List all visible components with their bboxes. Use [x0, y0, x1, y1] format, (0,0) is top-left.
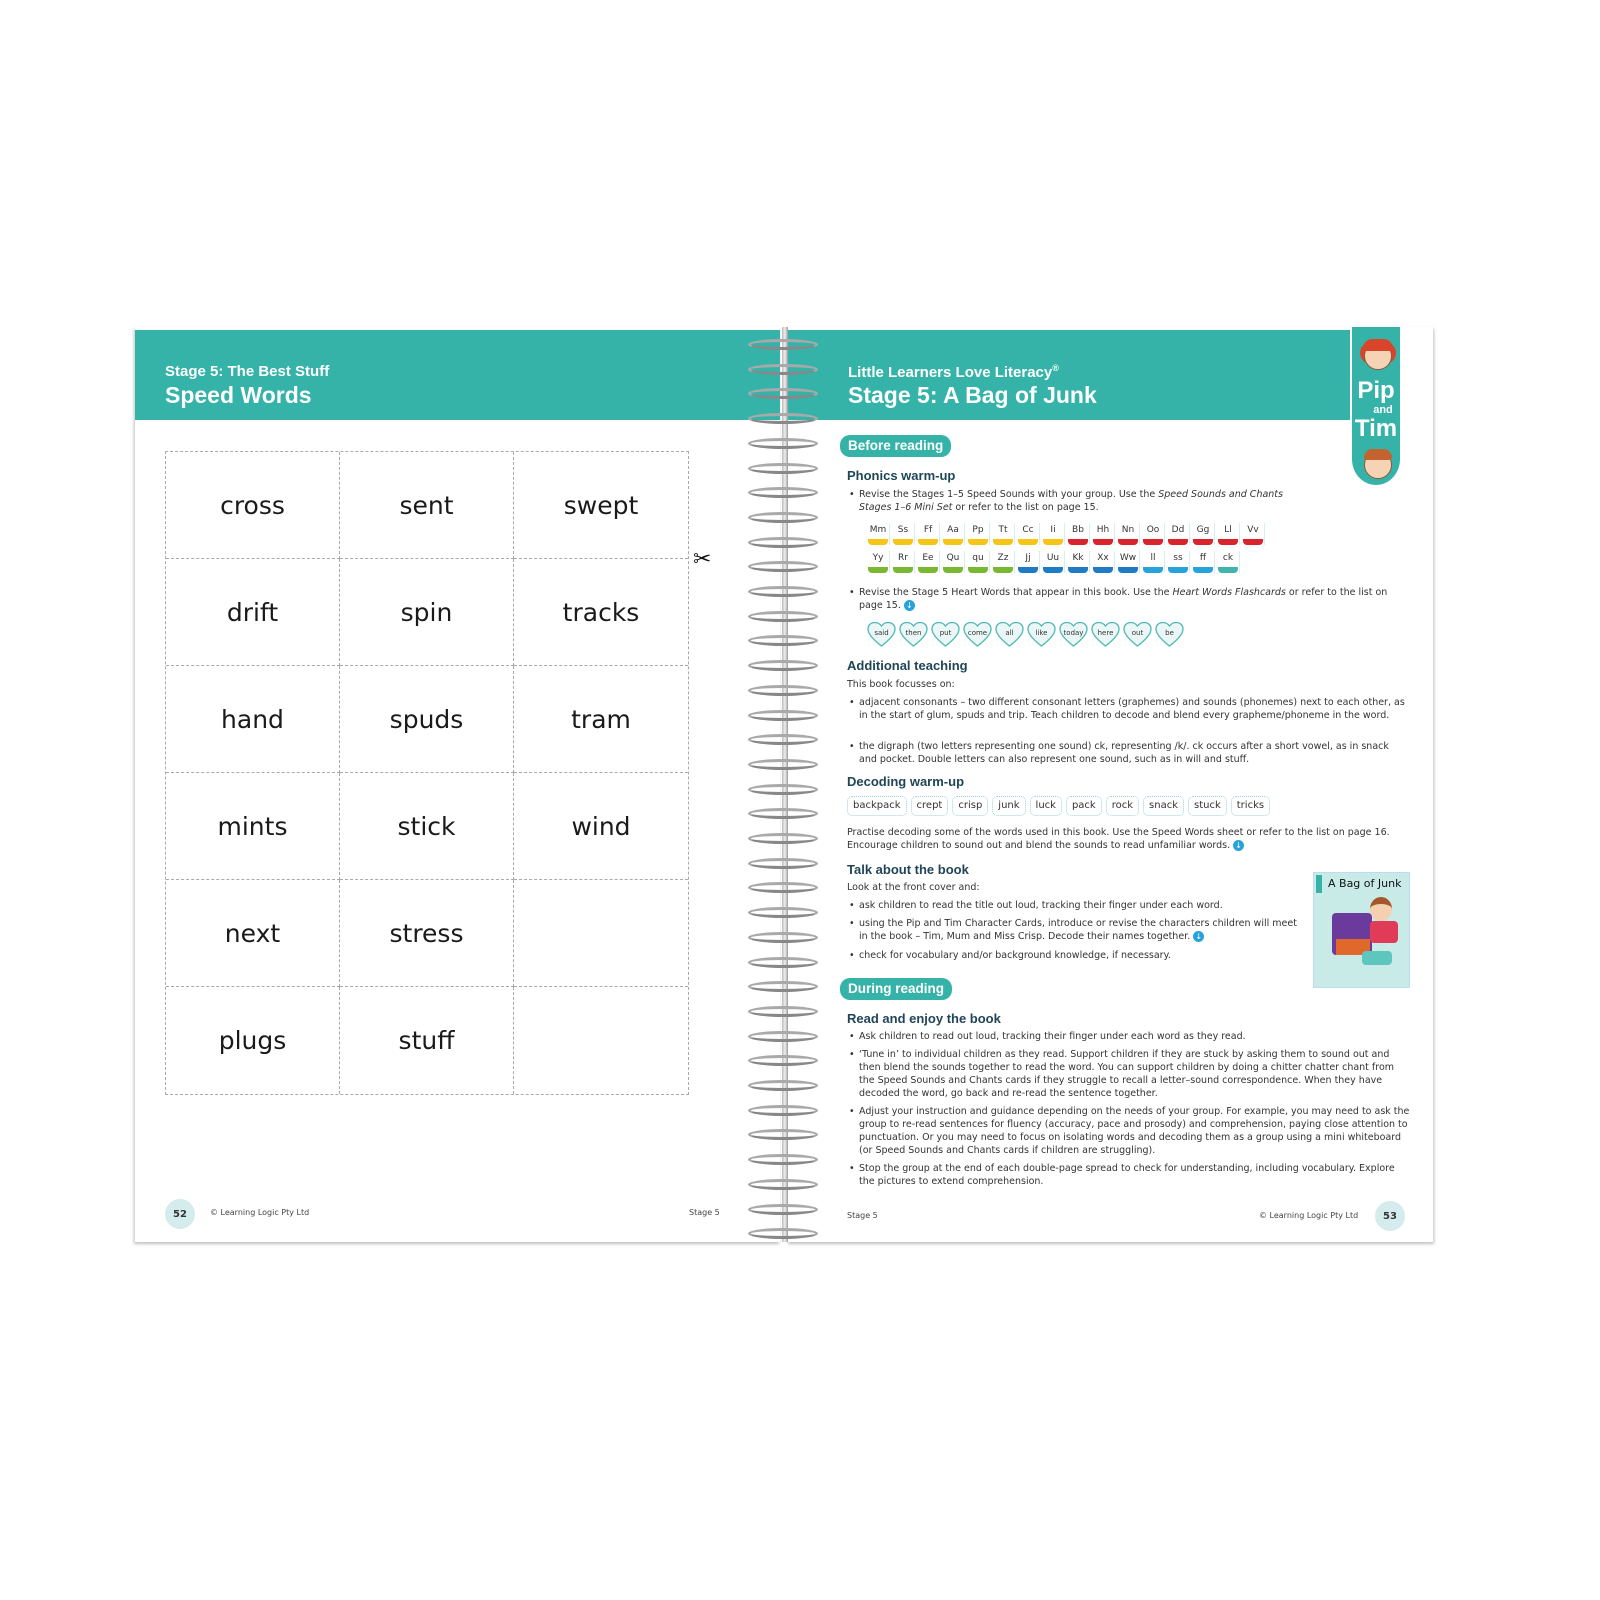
spiral-ring: [748, 833, 818, 844]
brand-name: Little Learners Love Literacy: [848, 364, 1053, 381]
pip-and-tim-tab: [1350, 327, 1402, 485]
text: Revise the Stage 5 Heart Words that appear in this book. Use the: [859, 587, 1173, 598]
spiral-ring: [748, 981, 818, 992]
sound-color-bar: [1068, 567, 1088, 573]
speed-sound-card: [1042, 551, 1065, 573]
spiral-ring: [748, 1080, 818, 1091]
cover-spine-strip: [1316, 875, 1322, 893]
spiral-binding: [745, 327, 825, 1242]
book-spread: [135, 327, 1433, 1242]
sound-color-bar: [1193, 539, 1213, 545]
speed-word-card: wind: [514, 773, 688, 880]
book-cover-image: [1313, 872, 1410, 988]
speed-sound-card: [917, 551, 940, 573]
additional-bullet-1: • adjacent consonants – two different consonant letters (graphemes) and sounds (phonemes) next to each other, as in the start of glum, spuds and trip. Teach children to decode and blend every grapheme/phoneme in the word.: [847, 696, 1407, 722]
right-header-band: [787, 330, 1350, 420]
sound-color-bar: [1243, 539, 1263, 545]
speed-sound-card: [867, 551, 890, 573]
before-reading-pill: Before reading: [840, 435, 951, 457]
sound-label: Oo: [1146, 525, 1160, 535]
spiral-ring: [748, 685, 818, 696]
speed-sound-card: [1142, 523, 1165, 545]
phonics-bullet-1: [847, 488, 1307, 514]
sound-label: ss: [1173, 553, 1183, 563]
sound-color-bar: [1018, 539, 1038, 545]
speed-word-card: stuff: [340, 987, 514, 1094]
speed-word-card: stick: [340, 773, 514, 880]
speed-sound-card: [967, 551, 990, 573]
sound-label: Rr: [898, 553, 908, 563]
sound-label: Ll: [1224, 525, 1232, 535]
speed-sound-card: [892, 551, 915, 573]
spiral-ring: [748, 1204, 818, 1215]
phonics-bullet-2: [847, 586, 1397, 612]
spiral-ring: [748, 438, 818, 449]
sound-label: Nn: [1121, 525, 1135, 535]
read-bullet-3: • Adjust your instruction and guidance depending on the needs of your group. For example, you may need to ask the group to re-read sentences for fluency (accuracy, pace and prosody) and comprehension, paying close attention to punctuation. Or you may need to focus on isolating words and decoding them as a group using a mini whiteboard (or Speed Sounds and Chants cards if children are struggling).: [847, 1105, 1412, 1157]
speed-sound-card: [1242, 523, 1265, 545]
talk-intro: Look at the front cover and:: [847, 882, 980, 893]
heart-word: [1059, 621, 1088, 648]
sound-color-bar: [943, 539, 963, 545]
sound-label: Ff: [923, 525, 933, 535]
sound-color-bar: [993, 539, 1013, 545]
spiral-ring: [748, 561, 818, 572]
spiral-ring: [748, 512, 818, 523]
right-page: [787, 327, 1433, 1242]
left-header-subtitle: Stage 5: The Best Stuff: [165, 363, 330, 380]
left-header-title: Speed Words: [165, 382, 312, 408]
text: using the Pip and Tim Character Cards, introduce or revise the characters children will meet in the book – Tim, Mum and Miss Crisp. Decode their names together.: [859, 918, 1297, 942]
speed-word-card: plugs: [166, 987, 340, 1094]
read-bullet-2: • ‘Tune in’ to individual children as they read. Support children if they are stuck by asking them to sound out and then blend the sounds together to read the word. You can support children by doing a chitter chatter chant from the Speed Sounds and Chants cards if they struggle to recall a letter–sound correspondence. When they have decoded the word, go back and re-read the sentence together.: [847, 1048, 1412, 1100]
text-italic: Speed Sounds and Chants Stages 1–6 Mini Set: [859, 489, 1283, 513]
text: Practise decoding some of the words used in this book. Use the Speed Words sheet or refer to the list on page 16. Encourage children to sound out and blend the sounds to read unfamiliar words.: [847, 827, 1390, 851]
spiral-ring: [748, 784, 818, 795]
decoding-word: tricks: [1231, 796, 1270, 816]
speed-word-card: sent: [340, 452, 514, 559]
sound-label: Gg: [1196, 525, 1210, 535]
sound-label: ff: [1199, 553, 1207, 563]
sound-color-bar: [1218, 539, 1238, 545]
talk-bullet-2: [847, 917, 1297, 943]
speed-word-card: [514, 987, 688, 1094]
text-italic: Heart Words Flashcards: [1172, 587, 1286, 598]
sound-color-bar: [1043, 567, 1063, 573]
sound-label: Pp: [972, 525, 984, 535]
spiral-ring: [748, 858, 818, 869]
decoding-word: pack: [1066, 796, 1102, 816]
heart-word: [1155, 621, 1184, 648]
heart-word-label: all: [1005, 629, 1014, 637]
speed-sound-card: [1017, 523, 1040, 545]
speed-sound-card: [1192, 551, 1215, 573]
speed-sound-card: [992, 523, 1015, 545]
sound-label: qu: [972, 553, 984, 563]
download-icon[interactable]: ↓: [904, 600, 915, 611]
spiral-ring: [748, 710, 818, 721]
tab-tim-label: Tim: [1354, 415, 1398, 442]
decoding-paragraph: [847, 826, 1412, 852]
copyright-right: © Learning Logic Pty Ltd: [1259, 1211, 1359, 1220]
text: or refer to the list on page 15.: [859, 587, 1388, 611]
read-heading: Read and enjoy the book: [847, 1011, 1001, 1026]
sound-label: Ww: [1119, 553, 1137, 563]
decoding-word: backpack: [847, 796, 907, 816]
spiral-ring: [748, 537, 818, 548]
speed-sound-card: [1067, 551, 1090, 573]
text: or refer to the list on page 15.: [952, 502, 1099, 513]
speed-word-card: cross: [166, 452, 340, 559]
download-icon[interactable]: ↓: [1233, 840, 1244, 851]
spiral-ring: [748, 957, 818, 968]
sound-label: Hh: [1096, 525, 1110, 535]
heart-word: [867, 621, 896, 648]
talk-bullet-1: • ask children to read the title out loud, tracking their finger under each word.: [847, 899, 1297, 912]
sound-color-bar: [1043, 539, 1063, 545]
spiral-ring: [748, 388, 818, 399]
sound-color-bar: [1093, 539, 1113, 545]
speed-word-card: [514, 880, 688, 987]
additional-bullet-2: • the digraph (two letters representing one sound) ck, representing /k/. ck occurs after a short vowel, as in snack and pocket. Double letters can also represent one sound, such as in will and stuff.: [847, 740, 1407, 766]
heart-word: [1123, 621, 1152, 648]
spiral-ring: [748, 882, 818, 893]
sound-label: Bb: [1072, 525, 1084, 535]
spiral-ring: [748, 808, 818, 819]
speed-sound-card: [1067, 523, 1090, 545]
speed-sound-card: [1192, 523, 1215, 545]
right-header-title: Stage 5: A Bag of Junk: [848, 382, 1097, 408]
cover-title: A Bag of Junk: [1328, 877, 1402, 890]
speed-word-card: drift: [166, 559, 340, 666]
read-bullet-1: • Ask children to read out loud, tracking their finger under each word as they read.: [847, 1030, 1412, 1043]
sound-label: Yy: [872, 553, 884, 563]
decoding-word: snack: [1143, 796, 1184, 816]
tab-and-label: and: [1373, 404, 1393, 416]
sound-color-bar: [918, 539, 938, 545]
heart-word: [963, 621, 992, 648]
decoding-words: [847, 796, 1270, 816]
speed-sound-card: [917, 523, 940, 545]
spiral-ring: [748, 635, 818, 646]
sound-label: Vv: [1247, 525, 1259, 535]
sound-label: Zz: [997, 553, 1009, 563]
tab-pip-label: Pip: [1357, 377, 1395, 404]
spiral-ring: [748, 1179, 818, 1190]
speed-sound-card: [1117, 523, 1140, 545]
speed-sound-card: [892, 523, 915, 545]
speed-sound-card: [1142, 551, 1165, 573]
sound-color-bar: [868, 567, 888, 573]
decoding-word: crisp: [952, 796, 988, 816]
spiral-ring: [748, 1228, 818, 1239]
speed-sound-card: [1092, 523, 1115, 545]
sound-color-bar: [1168, 539, 1188, 545]
scissors-icon: ✂: [693, 547, 712, 572]
heart-word: [899, 621, 928, 648]
sound-label: Ee: [922, 553, 934, 563]
speed-word-card: hand: [166, 666, 340, 773]
heart-words: [867, 621, 1184, 648]
spiral-ring: [748, 759, 818, 770]
during-reading-pill: During reading: [840, 978, 952, 1000]
speed-word-card: next: [166, 880, 340, 987]
heart-word: [1027, 621, 1056, 648]
pillow-illustration: [1362, 951, 1392, 965]
spiral-ring: [748, 907, 818, 918]
sound-label: Jj: [1025, 553, 1031, 563]
sound-color-bar: [1093, 567, 1113, 573]
spiral-ring: [748, 364, 818, 375]
spiral-ring: [748, 586, 818, 597]
sound-label: Ss: [897, 525, 909, 535]
spiral-ring: [748, 734, 818, 745]
heart-word-label: put: [939, 629, 952, 637]
pip-character-icon: [1364, 342, 1392, 370]
speed-word-card: mints: [166, 773, 340, 880]
sound-label: Qu: [946, 553, 960, 563]
speed-sound-card: [942, 523, 965, 545]
spiral-ring: [748, 932, 818, 943]
heart-word-label: out: [1131, 629, 1144, 637]
spiral-ring: [748, 1006, 818, 1017]
heart-word: [931, 621, 960, 648]
sound-color-bar: [1118, 539, 1138, 545]
page-number-right: 53: [1375, 1201, 1405, 1231]
speed-word-card: spin: [340, 559, 514, 666]
speed-word-card: spuds: [340, 666, 514, 773]
speed-sound-card: [1042, 523, 1065, 545]
sound-label: Mm: [869, 525, 887, 535]
sound-color-bar: [1118, 567, 1138, 573]
decoding-word: stuck: [1188, 796, 1227, 816]
additional-teaching-heading: Additional teaching: [847, 658, 968, 673]
heart-word-label: like: [1035, 629, 1048, 637]
sound-color-bar: [918, 567, 938, 573]
tim-shirt-illustration: [1370, 921, 1398, 943]
sound-color-bar: [943, 567, 963, 573]
decoding-word: luck: [1030, 796, 1062, 816]
heart-word-label: said: [874, 629, 889, 637]
additional-intro: This book focusses on:: [847, 679, 955, 690]
heart-word-label: here: [1097, 629, 1114, 637]
sound-color-bar: [1143, 539, 1163, 545]
speed-sound-card: [1167, 551, 1190, 573]
speed-word-card: tracks: [514, 559, 688, 666]
sound-label: ll: [1150, 553, 1156, 563]
decoding-word: junk: [992, 796, 1025, 816]
spiral-ring: [748, 413, 818, 424]
speed-sounds-row-1: [867, 523, 1265, 545]
sound-color-bar: [893, 539, 913, 545]
spiral-ring: [748, 463, 818, 474]
sound-label: Tt: [998, 525, 1008, 535]
download-icon[interactable]: ↓: [1193, 931, 1204, 942]
right-header-subtitle: [848, 363, 1059, 381]
speed-sound-card: [992, 551, 1015, 573]
speed-word-card: swept: [514, 452, 688, 559]
heart-word-label: then: [905, 629, 922, 637]
decoding-word: crept: [911, 796, 949, 816]
speed-word-card: tram: [514, 666, 688, 773]
copyright-left: © Learning Logic Pty Ltd: [210, 1208, 310, 1217]
spiral-ring: [748, 339, 818, 350]
sound-color-bar: [868, 539, 888, 545]
spiral-ring: [748, 660, 818, 671]
spiral-ring: [748, 487, 818, 498]
sound-color-bar: [1168, 567, 1188, 573]
speed-sound-card: [1217, 523, 1240, 545]
spiral-ring: [748, 1129, 818, 1140]
spiral-ring: [748, 1154, 818, 1165]
page-number-left: 52: [165, 1199, 195, 1229]
sound-label: Dd: [1171, 525, 1185, 535]
heart-word: [995, 621, 1024, 648]
speed-sound-card: [942, 551, 965, 573]
sound-color-bar: [1068, 539, 1088, 545]
sound-color-bar: [993, 567, 1013, 573]
talk-heading: Talk about the book: [847, 862, 969, 877]
speed-sound-card: [1217, 551, 1240, 573]
spiral-ring: [748, 1055, 818, 1066]
sound-color-bar: [1193, 567, 1213, 573]
sound-color-bar: [1018, 567, 1038, 573]
sound-color-bar: [968, 539, 988, 545]
sound-color-bar: [1143, 567, 1163, 573]
spiral-ring: [748, 611, 818, 622]
registered-mark: ®: [1052, 363, 1059, 373]
talk-bullet-3: • check for vocabulary and/or background knowledge, if necessary.: [847, 949, 1297, 962]
left-page: [135, 327, 780, 1242]
tim-character-icon: [1364, 451, 1392, 479]
speed-sound-card: [967, 523, 990, 545]
sound-color-bar: [968, 567, 988, 573]
sound-label: Aa: [947, 525, 959, 535]
sound-label: Uu: [1046, 553, 1060, 563]
sound-label: ck: [1222, 553, 1234, 563]
phonics-heading: Phonics warm-up: [847, 468, 956, 483]
text: Revise the Stages 1–5 Speed Sounds with your group. Use the: [859, 489, 1159, 500]
decoding-heading: Decoding warm-up: [847, 774, 965, 789]
sound-label: Cc: [1022, 525, 1034, 535]
sound-color-bar: [1218, 567, 1238, 573]
left-header-band: [135, 330, 780, 420]
speed-sounds-row-2: [867, 551, 1240, 573]
speed-words-grid: [165, 451, 689, 1095]
speed-sound-card: [1117, 551, 1140, 573]
tim-illustration: [1370, 897, 1392, 921]
heart-word-label: come: [967, 629, 988, 637]
stage-label-right: Stage 5: [847, 1211, 878, 1220]
speed-word-card: stress: [340, 880, 514, 987]
sound-color-bar: [893, 567, 913, 573]
heart-word-label: today: [1063, 629, 1084, 637]
decoding-word: rock: [1106, 796, 1139, 816]
heart-word: [1091, 621, 1120, 648]
speed-sound-card: [1092, 551, 1115, 573]
stage-label-left: Stage 5: [689, 1208, 720, 1217]
sound-label: Kk: [1072, 553, 1084, 563]
heart-word-label: be: [1165, 629, 1174, 637]
read-bullet-4: • Stop the group at the end of each double-page spread to check for understanding, including vocabulary. Explore the pictures to extend comprehension.: [847, 1162, 1412, 1188]
sound-label: Xx: [1097, 553, 1109, 563]
sound-label: Ii: [1050, 525, 1056, 535]
speed-sound-card: [1017, 551, 1040, 573]
spiral-ring: [748, 1105, 818, 1116]
speed-sound-card: [867, 523, 890, 545]
spiral-ring: [748, 1031, 818, 1042]
speed-sound-card: [1167, 523, 1190, 545]
